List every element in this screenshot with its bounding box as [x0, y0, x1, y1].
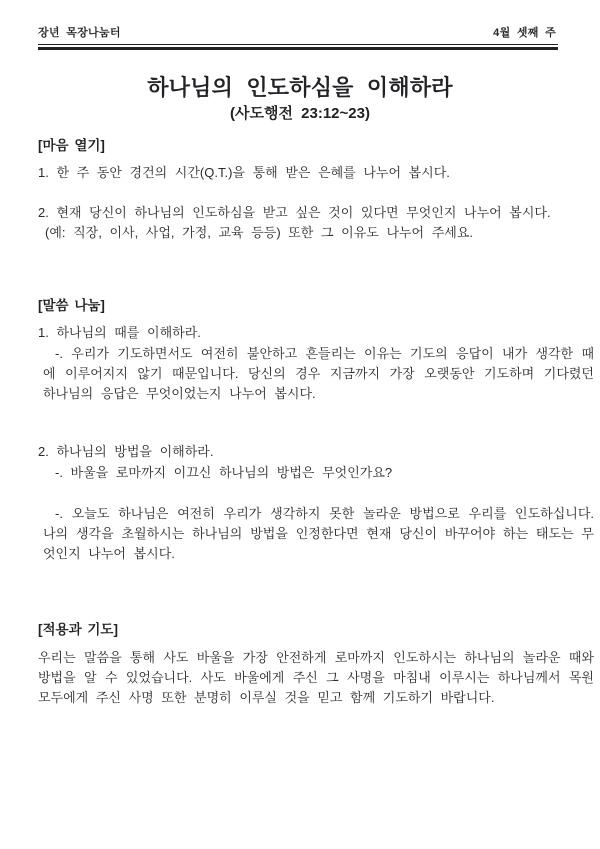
section-heading-heart-opening: [마음 열기]: [38, 138, 105, 153]
word-point-2-question: -. 바울을 로마까지 이끄신 하나님의 방법은 무엇인가요?: [55, 465, 393, 480]
scripture-reference: (사도행전 23:12~23): [230, 105, 370, 122]
title-block: [0, 75, 600, 123]
document-body: [38, 136, 594, 708]
section-word-sharing: [38, 296, 594, 564]
page-header: [38, 24, 558, 50]
section-application-prayer: [38, 620, 594, 708]
application-prayer-body: 우리는 말씀을 통해 사도 바울을 가장 안전하게 로마까지 인도하시는 하나님의 놀라운 때와 방법을 알 수 있었습니다. 사도 바울에게 주신 그 사명을 마침내 이루시는 하나님께서 목원 모두에게 주신 사명 또한 분명히 이루실 것을 믿고 함께 기도하기 바랍니다.: [38, 650, 594, 705]
section-heart-opening: [38, 136, 594, 243]
header-right-label: 4월 셋째 주: [493, 27, 556, 39]
word-point-1-body: -. 우리가 기도하면서도 여전히 불안하고 흔들리는 이유는 기도의 응답이 내가 생각한 때에 이루어지지 않기 때문입니다. 당신의 경우 지금까지 가장 오랫동안 기도하며 기다렸던 하나님의 응답은 무엇이었는지 나누어 봅시다.: [43, 346, 594, 401]
word-point-2-head: 2. 하나님의 방법을 이해하라.: [38, 444, 214, 459]
header-row: [38, 24, 558, 40]
header-divider: [38, 44, 558, 50]
section-heading-word-sharing: [말씀 나눔]: [38, 298, 105, 313]
opening-question-2-example: (예: 직장, 이사, 사업, 가정, 교육 등등) 또한 그 이유도 나누어 주세요.: [45, 225, 474, 240]
header-left-label: 장년 목장나눔터: [38, 27, 121, 39]
page-title: 하나님의 인도하심을 이해하라: [147, 75, 453, 100]
word-point-2-body: -. 오늘도 하나님은 여전히 우리가 생각하지 못한 놀라운 방법으로 우리를 인도하십니다. 나의 생각을 초월하시는 하나님의 방법을 인정한다면 현재 당신이 바꾸어야 하는 태도는 무엇인지 나누어 봅시다.: [43, 506, 594, 561]
word-point-1-head: 1. 하나님의 때를 이해하라.: [38, 325, 201, 340]
section-heading-application-prayer: [적용과 기도]: [38, 622, 118, 637]
opening-question-1: 1. 한 주 동안 경건의 시간(Q.T.)을 통해 받은 은혜를 나누어 봅시다.: [38, 165, 450, 180]
opening-question-2: 2. 현재 당신이 하나님의 인도하심을 받고 싶은 것이 있다면 무엇인지 나누어 봅시다.: [38, 205, 551, 220]
